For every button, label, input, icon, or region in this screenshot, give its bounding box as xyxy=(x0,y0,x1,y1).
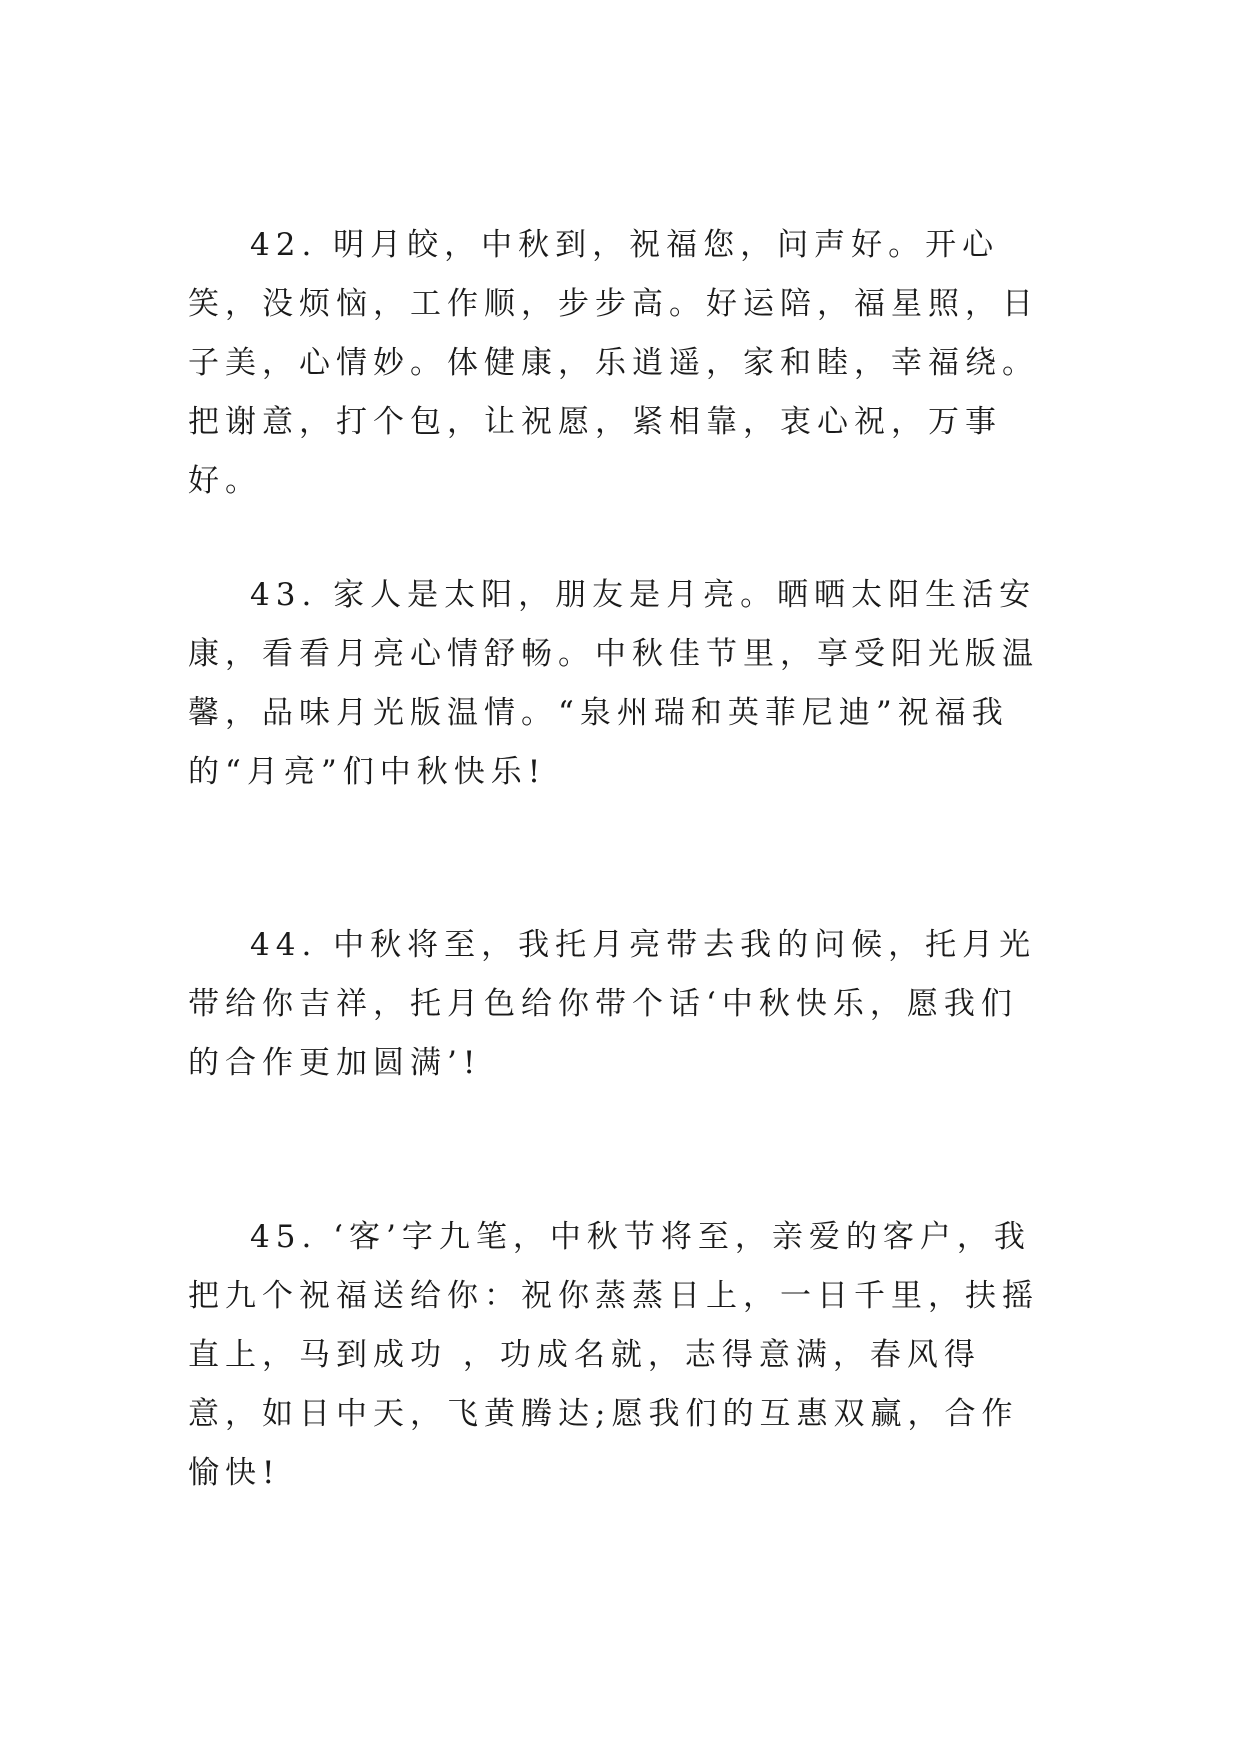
paragraph-43: 43. 家人是太阳，朋友是月亮。晒晒太阳生活安康，看看月亮心情舒畅。中秋佳节里，享受阳光版温馨，品味月光版温情。“泉州瑞和英菲尼迪”祝福我的“月亮”们中秋快乐! xyxy=(188,577,1039,790)
paragraph-45: 45. ‘客’字九笔，中秋节将至，亲爱的客户，我把九个祝福送给你：祝你蒸蒸日上，一日千里，扶摇直上，马到成功 ，功成名就，志得意满，春风得意，如日中天，飞黄腾达;愿我们的互惠双赢，合作愉快! xyxy=(188,1219,1039,1491)
paragraph-44: 44. 中秋将至，我托月亮带去我的问候，托月光带给你吉祥，托月色给你带个话‘中秋快乐，愿我们的合作更加圆满’! xyxy=(188,927,1037,1081)
paragraph-42: 42. 明月皎，中秋到，祝福您，问声好。开心笑，没烦恼，工作顺，步步高。好运陪，福星照，日子美，心情妙。体健康，乐逍遥，家和睦，幸福绕。把谢意，打个包，让祝愿，紧相靠，衷心祝，万事好。 xyxy=(188,227,1039,499)
